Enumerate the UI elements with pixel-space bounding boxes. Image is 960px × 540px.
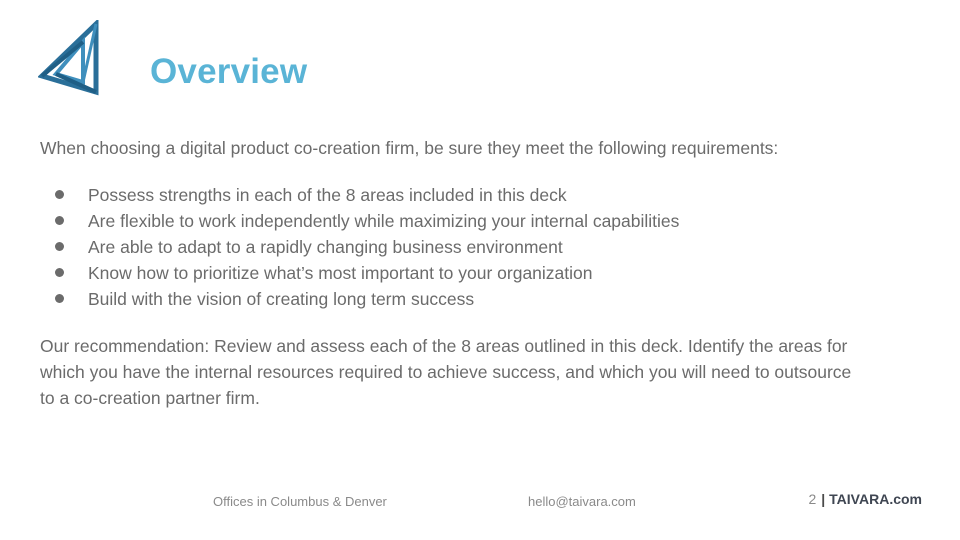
bullet-dot-icon bbox=[55, 268, 64, 277]
list-item-text: Are able to adapt to a rapidly changing business environment bbox=[88, 237, 563, 257]
footer-separator: | bbox=[821, 491, 826, 507]
bullet-dot-icon bbox=[55, 294, 64, 303]
list-item bbox=[40, 260, 920, 286]
footer-email-link[interactable]: hello@taivara.com bbox=[528, 494, 636, 509]
list-item bbox=[40, 182, 920, 208]
slide-title: Overview bbox=[150, 52, 308, 91]
recommendation-text: Our recommendation: Review and assess each of the 8 areas outlined in this deck. Identify the areas for which you have the internal resources required to achieve success, and which you will need to outsource to a co-creation partner firm. bbox=[40, 336, 852, 408]
footer-offices: Offices in Columbus & Denver bbox=[213, 494, 387, 509]
list-item bbox=[40, 234, 920, 260]
bullet-dot-icon bbox=[55, 216, 64, 225]
bullet-dot-icon bbox=[55, 190, 64, 199]
bullet-dot-icon bbox=[55, 242, 64, 251]
list-item-text: Are flexible to work independently while maximizing your internal capabilities bbox=[88, 211, 680, 231]
list-item-text: Possess strengths in each of the 8 areas included in this deck bbox=[88, 185, 567, 205]
page-number: 2 bbox=[808, 491, 817, 507]
requirements-list bbox=[40, 182, 920, 312]
list-item-text: Build with the vision of creating long term success bbox=[88, 289, 475, 309]
list-item-text: Know how to prioritize what’s most important to your organization bbox=[88, 263, 593, 283]
list-item bbox=[40, 286, 920, 312]
list-item bbox=[40, 208, 920, 234]
footer-page-brand bbox=[808, 490, 922, 508]
intro-text: When choosing a digital product co-creation firm, be sure they meet the following requirements: bbox=[40, 138, 779, 158]
taivara-logo-icon bbox=[38, 20, 102, 100]
brand-link[interactable]: TAIVARA.com bbox=[829, 491, 922, 507]
